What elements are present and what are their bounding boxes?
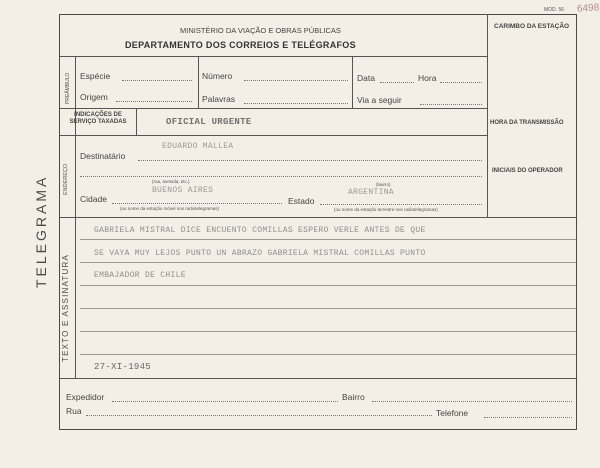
hora-label: Hora [418,73,437,83]
estado-value: ARGENTINA [348,188,394,197]
destinatario-value: EDUARDO MALLEA [162,142,234,151]
ministry-title: MINISTÉRIO DA VIAÇÃO E OBRAS PÚBLICAS [180,26,341,35]
endereco-label: ENDEREÇO [63,163,69,195]
especie-label: Espécie [80,71,111,81]
rua-label: Rua [66,406,82,416]
archive-code: 6498 [576,2,600,15]
message-line: EMBAJADOR DE CHILE [94,271,186,280]
department-title: DEPARTAMENTO DOS CORREIOS E TELÉGRAFOS [125,40,356,50]
services-label: INDICAÇÕES DE SERVIÇO TAXADAS [69,112,127,125]
destinatario-label: Destinatário [80,151,126,161]
estado-note: (ou nome da estação terrestre nos radiotelegramas) [334,207,438,212]
data-label: Data [357,73,375,83]
via-label: Via a seguir [357,95,402,105]
cidade-note: (ou nome da estação móvel nos radiotelegramas) [120,206,220,211]
transmission-time-label: HORA DA TRANSMISSÃO [490,120,564,126]
cidade-value: BUENOS AIRES [152,186,214,195]
message-date: 27-XI-1945 [94,362,152,372]
bairro-hint: (bairro) [376,182,391,187]
services-value: OFICIAL URGENTE [166,117,252,127]
texto-assinatura-label: TEXTO E ASSINATURA [61,254,70,362]
estado-label: Estado [288,196,315,206]
numero-label: Número [202,71,233,81]
message-line: SE VAYA MUY LEJOS PUNTO UN ABRAZO GABRIELA MISTRAL COMILLAS PUNTO [94,249,426,258]
operator-initials-label: INICIAIS DO OPERADOR [492,168,563,174]
cidade-label: Cidade [80,194,107,204]
telegrama-side-title: TELEGRAMA [33,174,49,288]
bairro-label: Bairro [342,392,365,402]
message-line: GABRIELA MISTRAL DICE ENCUENTO COMILLAS ESPERO VERLE ANTES DE QUE [94,226,426,235]
expedidor-label: Expedidor [66,392,105,402]
station-stamp-label: CARIMBO DA ESTAÇÃO [494,23,570,30]
preambulo-label: PREÂMBULO [65,72,71,104]
address-hint: (rua, avenida, etc.) [152,179,190,184]
model-number: MOD. 56 [544,7,565,13]
origem-label: Origem [80,92,108,102]
palavras-label: Palavras [202,94,236,104]
telefone-label: Telefone [436,408,469,418]
